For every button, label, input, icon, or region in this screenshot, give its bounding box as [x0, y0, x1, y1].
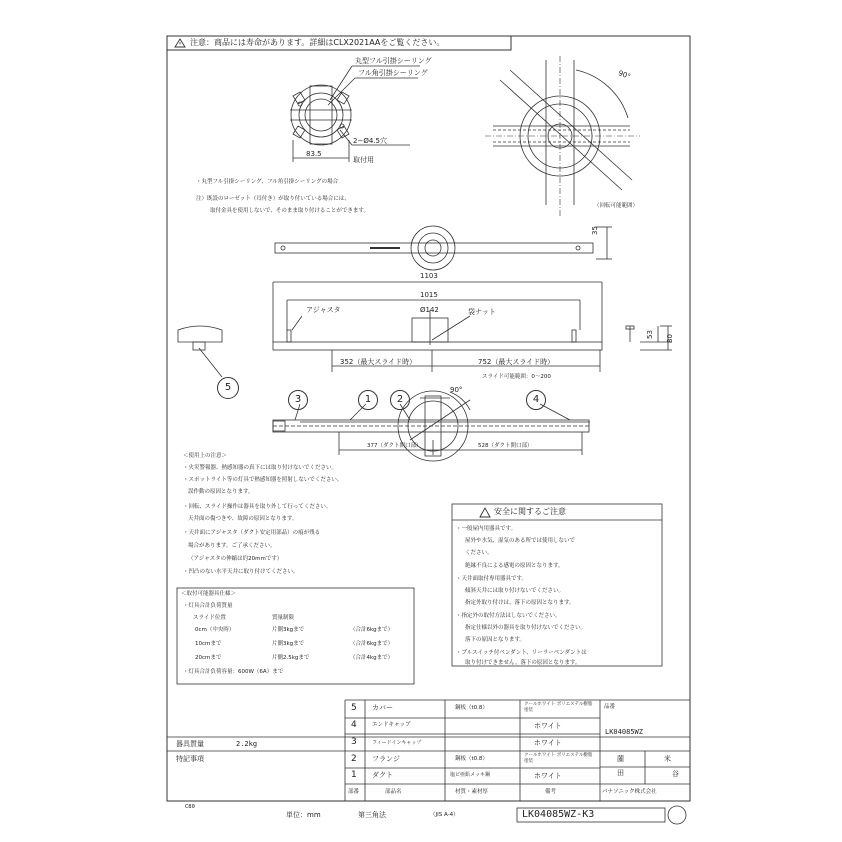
mount-spec-row-mass: 片側3kgまで: [272, 641, 305, 647]
dim-53: 53: [645, 330, 654, 339]
sign-right-1: 米: [664, 755, 671, 763]
usage-line: ・回転、スライド操作は器具を取り外して行ってください。: [183, 504, 332, 510]
safety-line: 指定外取り付けは、落下の原因となります。: [465, 600, 575, 606]
drawing-number: LK04085WZ-K3: [522, 809, 595, 820]
part-remark: ホワイト: [534, 739, 562, 747]
callout-5: 5: [217, 377, 239, 399]
safety-line: 指定仕様以外の器具を取り付けないでください。: [465, 625, 587, 631]
label-round-ceiling: 丸型フル引掛シーリング: [355, 57, 432, 65]
footer-projection: 第三角法: [358, 811, 386, 819]
dim-528: 528（ダクト開口部）: [478, 443, 533, 449]
safety-line: ・天井面取付専用器具です。: [456, 576, 528, 582]
ceiling-fitting-drawing: [290, 66, 420, 162]
mount-spec-title: ＜取付可能器具仕様＞: [181, 591, 237, 597]
dim-377: 377（ダクト開口部）: [367, 443, 422, 449]
label-slide-range: スライド可能範囲：0〜200: [482, 374, 551, 380]
safety-line: ・一般屋内用器具です。: [456, 526, 517, 532]
dim-angle-bottom: 90°: [450, 386, 463, 394]
label-hole: 2−Ø4.5穴: [353, 137, 387, 145]
dim-142: Ø142: [420, 306, 439, 314]
mount-spec-load-title: ・灯具合計負荷質量: [183, 603, 233, 609]
callout-1: 1: [358, 390, 378, 410]
dim-752: 752（最大スライド時）: [478, 358, 555, 366]
mount-spec-row-mass: 片側3kgまで: [272, 627, 305, 633]
safety-line: 屋外や水気、湿気のある所では使用しないで: [465, 538, 576, 544]
usage-line: 場合があります。ご了承ください。: [188, 543, 276, 549]
usage-line: ・凹凸のない水平天井に取り付けてください。: [183, 569, 299, 575]
header-material: 材質・素材厚: [455, 789, 489, 795]
safety-line: 絶縁不良による感電の原因となります。: [465, 563, 564, 569]
dim-1103: 1103: [420, 272, 438, 280]
ceiling-note-1: ・丸型フル引掛シーリング、フル角引掛シーリングの場合: [196, 179, 339, 185]
safety-line: 取り付けできません。落下の原因となります。: [465, 660, 581, 666]
usage-line: ・スポットライト等の灯具で熱感知器を照射しないでください。: [183, 477, 343, 483]
part-name: フランジ: [372, 755, 400, 763]
footer-standard: （JIS A-4）: [430, 812, 459, 818]
dim-83-5: 83.5: [306, 150, 322, 158]
part-name: カバー: [372, 704, 393, 712]
usage-line: 天井面の傷つきや、故障の原因となります。: [188, 516, 298, 522]
special-label: 特記事項: [176, 755, 204, 763]
dim-80: 80: [665, 334, 674, 343]
header-part-no: 部番: [348, 789, 360, 795]
safety-title: 安全に関するご注意: [494, 507, 566, 516]
part-material: 鋼板（t0.8）: [455, 756, 488, 762]
label-adjuster: アジャスタ: [306, 306, 341, 314]
rotation-range-drawing: [485, 56, 640, 216]
mount-spec-header-pos: スライド位置: [193, 615, 226, 621]
mount-spec-row-total: （合計4kgまで）: [350, 655, 394, 661]
ceiling-note-3: 取付金具を使用しないで、そのまま取り付けることができます。: [210, 208, 369, 214]
dim-1015: 1015: [420, 291, 438, 299]
mount-spec-row-total: （合計6kgまで）: [350, 641, 394, 647]
dim-35: 35: [590, 226, 599, 235]
mount-spec-row-pos: 0cm（中央時）: [195, 627, 235, 633]
usage-title: ＜使用上の注意＞: [183, 453, 228, 459]
hinban-value: LK04085WZ: [605, 728, 643, 736]
safety-line: ・指定外の取付方法はしないでください。: [456, 613, 561, 619]
safety-line: ください。: [465, 550, 493, 556]
sign-left-2: 田: [617, 769, 624, 777]
footer-unit: 単位：mm: [286, 811, 321, 819]
cover-end-view: [178, 326, 222, 377]
part-no: 1: [351, 770, 357, 780]
part-no: 5: [351, 703, 357, 713]
label-rotate-range: （回転可能範囲）: [594, 203, 639, 209]
mount-spec-row-mass: 片側2.5kgまで: [272, 655, 310, 661]
dim-352: 352（最大スライド時）: [340, 358, 417, 366]
company-name: パナソニック株式会社: [602, 789, 657, 795]
usage-line: ・火災警報器、熱感知器の真下には取り付けないでください。: [183, 465, 338, 471]
part-material: 塩ビ亜鉛メッキ鋼: [450, 772, 491, 778]
part-no: 2: [351, 754, 357, 764]
mount-spec-row-pos: 20cmまで: [195, 655, 222, 661]
safety-line: ・プルスイッチ付ペンダント、リーラーペンダントは: [456, 650, 587, 656]
part-remark: ホワイト: [534, 772, 562, 780]
usage-line: 誤作動の原因となります。: [188, 489, 254, 495]
label-fukuro-nut: 袋ナット: [468, 308, 496, 316]
part-name: エンドキャップ: [372, 722, 411, 728]
duct-side-view: [273, 282, 672, 372]
duct-top-view: [275, 226, 612, 270]
part-name: ダクト: [372, 771, 393, 779]
mass-value: 2.2kg: [236, 740, 258, 748]
dim-angle-top: 90°: [617, 69, 632, 81]
usage-line: ・天井面にアジャスタ（ダクト安定用部品）の痕が残る: [183, 530, 321, 536]
callout-3: 3: [288, 390, 308, 410]
ceiling-note-2: 注）既設のローゼット（耳付き）が取り付いている場合には、: [196, 196, 350, 202]
callout-2: 2: [390, 390, 410, 410]
part-name: フィードインキャップ: [372, 740, 422, 746]
mass-label: 器具質量: [176, 740, 204, 748]
part-material: 鋼板（t0.8）: [455, 705, 488, 711]
mount-spec-capacity: ・灯具合計負荷容量：600W（6A）まで: [183, 669, 284, 675]
part-remark: ホワイト: [534, 722, 562, 730]
part-no: 3: [351, 737, 357, 747]
header-part-name: 部品名: [385, 789, 402, 795]
hinban-label: 品番: [604, 704, 616, 710]
part-remark: クールホワイト ポリエステル樹脂塗装: [524, 753, 593, 764]
notice-text: 注意：商品には寿命があります。詳細はCLX2021AAをご覧ください。: [190, 38, 445, 47]
footer-code: C80: [185, 804, 195, 810]
part-remark: クールホワイト ポリエステル樹脂塗装: [524, 702, 593, 713]
sign-right-2: 谷: [672, 770, 679, 778]
safety-line: 傾斜天井には取り付けないでください。: [465, 588, 565, 594]
mount-spec-header-mass: 質量制限: [272, 615, 295, 621]
label-square-ceiling: フル角引掛シーリング: [358, 69, 428, 77]
part-no: 4: [351, 720, 357, 730]
header-remark: 備考: [545, 789, 557, 795]
safety-line: 落下の原因となります。: [465, 637, 526, 643]
sign-left-1: 薗: [617, 755, 624, 763]
mount-spec-row-total: （合計6kgまで）: [350, 627, 394, 633]
label-mount: 取付用: [353, 156, 374, 164]
usage-line: （アジャスタの伸縮は約20mmです）: [188, 556, 283, 562]
mount-spec-row-pos: 10cmまで: [195, 641, 222, 647]
callout-4: 4: [526, 390, 546, 410]
